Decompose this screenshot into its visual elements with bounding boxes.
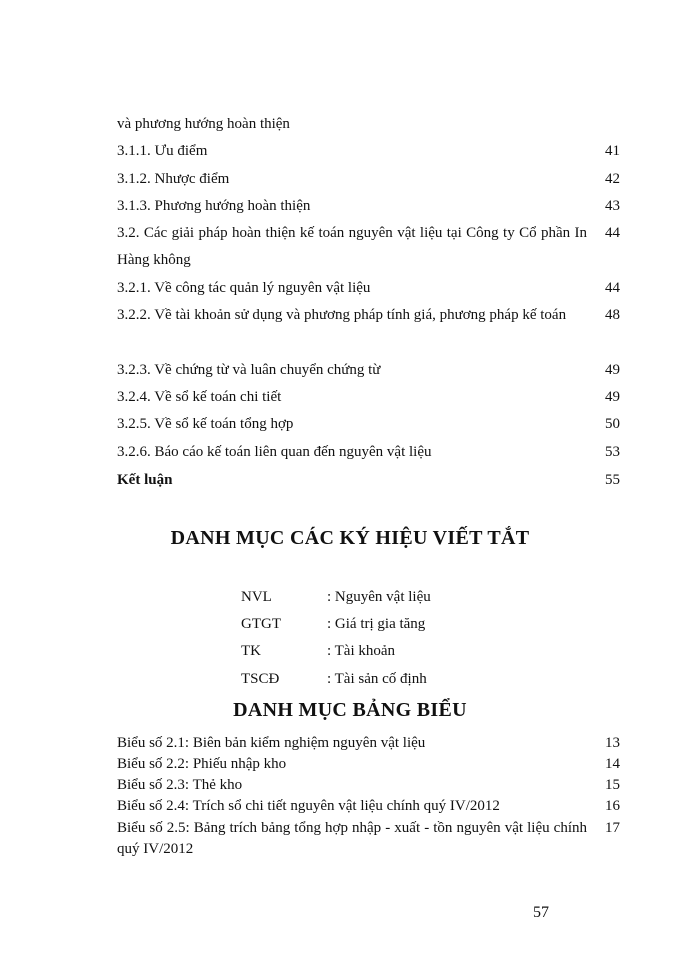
toc-entry-page: 42 — [605, 171, 620, 187]
toc-entry — [117, 384, 620, 411]
toc-entry — [117, 411, 620, 438]
abbreviation-meaning: : Nguyên vật liệu — [327, 589, 431, 605]
table-list-entry-text: Biểu số 2.5: Bảng trích bảng tổng hợp nhập - xuất - tồn nguyên vật liệu chính quý IV/2012 — [117, 820, 587, 857]
toc-entry-text: 3.2.1. Về công tác quản lý nguyên vật liệu — [117, 280, 371, 296]
toc-entry — [117, 111, 620, 138]
toc-entry-text: 3.1.3. Phương hướng hoàn thiện — [117, 198, 311, 214]
toc-entry — [117, 439, 620, 466]
table-list-entry-page: 16 — [605, 798, 620, 814]
toc-entry-page: 43 — [605, 198, 620, 214]
toc-entry-page: 50 — [605, 416, 620, 432]
toc-entry — [117, 193, 620, 220]
toc-entry-page: 48 — [605, 307, 620, 323]
toc-entry-page: 44 — [605, 280, 620, 296]
table-list-entry-text: Biểu số 2.4: Trích sổ chi tiết nguyên vật liệu chính quý IV/2012 — [117, 798, 500, 814]
toc-entry-page: 53 — [605, 444, 620, 460]
abbreviation-row — [241, 666, 427, 693]
table-list-entry-page: 13 — [605, 735, 620, 751]
abbreviation-row — [241, 611, 425, 638]
toc-entry-text: 3.2.5. Về sổ kế toán tổng hợp — [117, 416, 294, 432]
table-list-entry-text: Biểu số 2.2: Phiếu nhập kho — [117, 756, 287, 772]
toc-entry-text: Kết luận — [117, 472, 173, 488]
toc-entry — [117, 357, 620, 384]
table-list-entry — [117, 733, 620, 754]
toc-entry-text: 3.2.4. Về sổ kế toán chi tiết — [117, 389, 282, 405]
toc-entry — [117, 220, 620, 274]
toc-entry-text: 3.2.6. Báo cáo kế toán liên quan đến nguyên vật liệu — [117, 444, 432, 460]
page-number: 57 — [533, 904, 549, 921]
toc-entry-text: 3.2. Các giải pháp hoàn thiện kế toán nguyên vật liệu tại Công ty Cổ phần In Hàng không — [117, 225, 587, 268]
table-list-entry — [117, 754, 620, 775]
abbreviation-code: NVL — [241, 589, 272, 605]
table-list-entry-text: Biểu số 2.3: Thẻ kho — [117, 777, 243, 793]
table-list-entry — [117, 818, 620, 860]
toc-entry — [117, 166, 620, 193]
toc-entry-page: 41 — [605, 143, 620, 159]
toc-entry-conclusion — [117, 467, 620, 494]
toc-entry — [117, 138, 620, 165]
toc-entry-text: 3.2.3. Về chứng từ và luân chuyển chứng từ — [117, 362, 381, 378]
table-list-entry — [117, 796, 620, 817]
abbreviations-heading: DANH MỤC CÁC KÝ HIỆU VIẾT TẮT — [170, 527, 530, 549]
table-list-entry-page: 14 — [605, 756, 620, 772]
toc-entry-page: 44 — [605, 225, 620, 241]
toc-entry-text: 3.2.2. Về tài khoản sử dụng và phương pháp tính giá, phương pháp kế toán — [117, 307, 567, 323]
toc-entry-text: 3.1.2. Nhược điểm — [117, 171, 230, 187]
table-list-entry-page: 17 — [605, 820, 620, 836]
table-list-entry-text: Biểu số 2.1: Biên bản kiểm nghiệm nguyên vật liệu — [117, 735, 426, 751]
abbreviation-row — [241, 584, 431, 611]
abbreviation-meaning: : Tài khoản — [327, 643, 396, 659]
toc-entry — [117, 302, 620, 329]
toc-entry-page: 49 — [605, 389, 620, 405]
toc-entry-text: 3.1.1. Ưu điểm — [117, 143, 208, 159]
abbreviation-meaning: : Tài sản cố định — [327, 671, 427, 687]
abbreviation-meaning: : Giá trị gia tăng — [327, 616, 426, 632]
abbreviation-row — [241, 638, 395, 665]
abbreviation-code: GTGT — [241, 616, 281, 632]
toc-entry-text: và phương hướng hoàn thiện — [117, 116, 290, 132]
abbreviation-code: TSCĐ — [241, 671, 280, 687]
table-list-entry — [117, 775, 620, 796]
toc-entry-page: 55 — [605, 472, 620, 488]
abbreviation-code: TK — [241, 643, 261, 659]
toc-entry — [117, 275, 620, 302]
tables-heading: DANH MỤC BẢNG BIỂU — [233, 699, 467, 721]
toc-entry-page: 49 — [605, 362, 620, 378]
table-list-entry-page: 15 — [605, 777, 620, 793]
